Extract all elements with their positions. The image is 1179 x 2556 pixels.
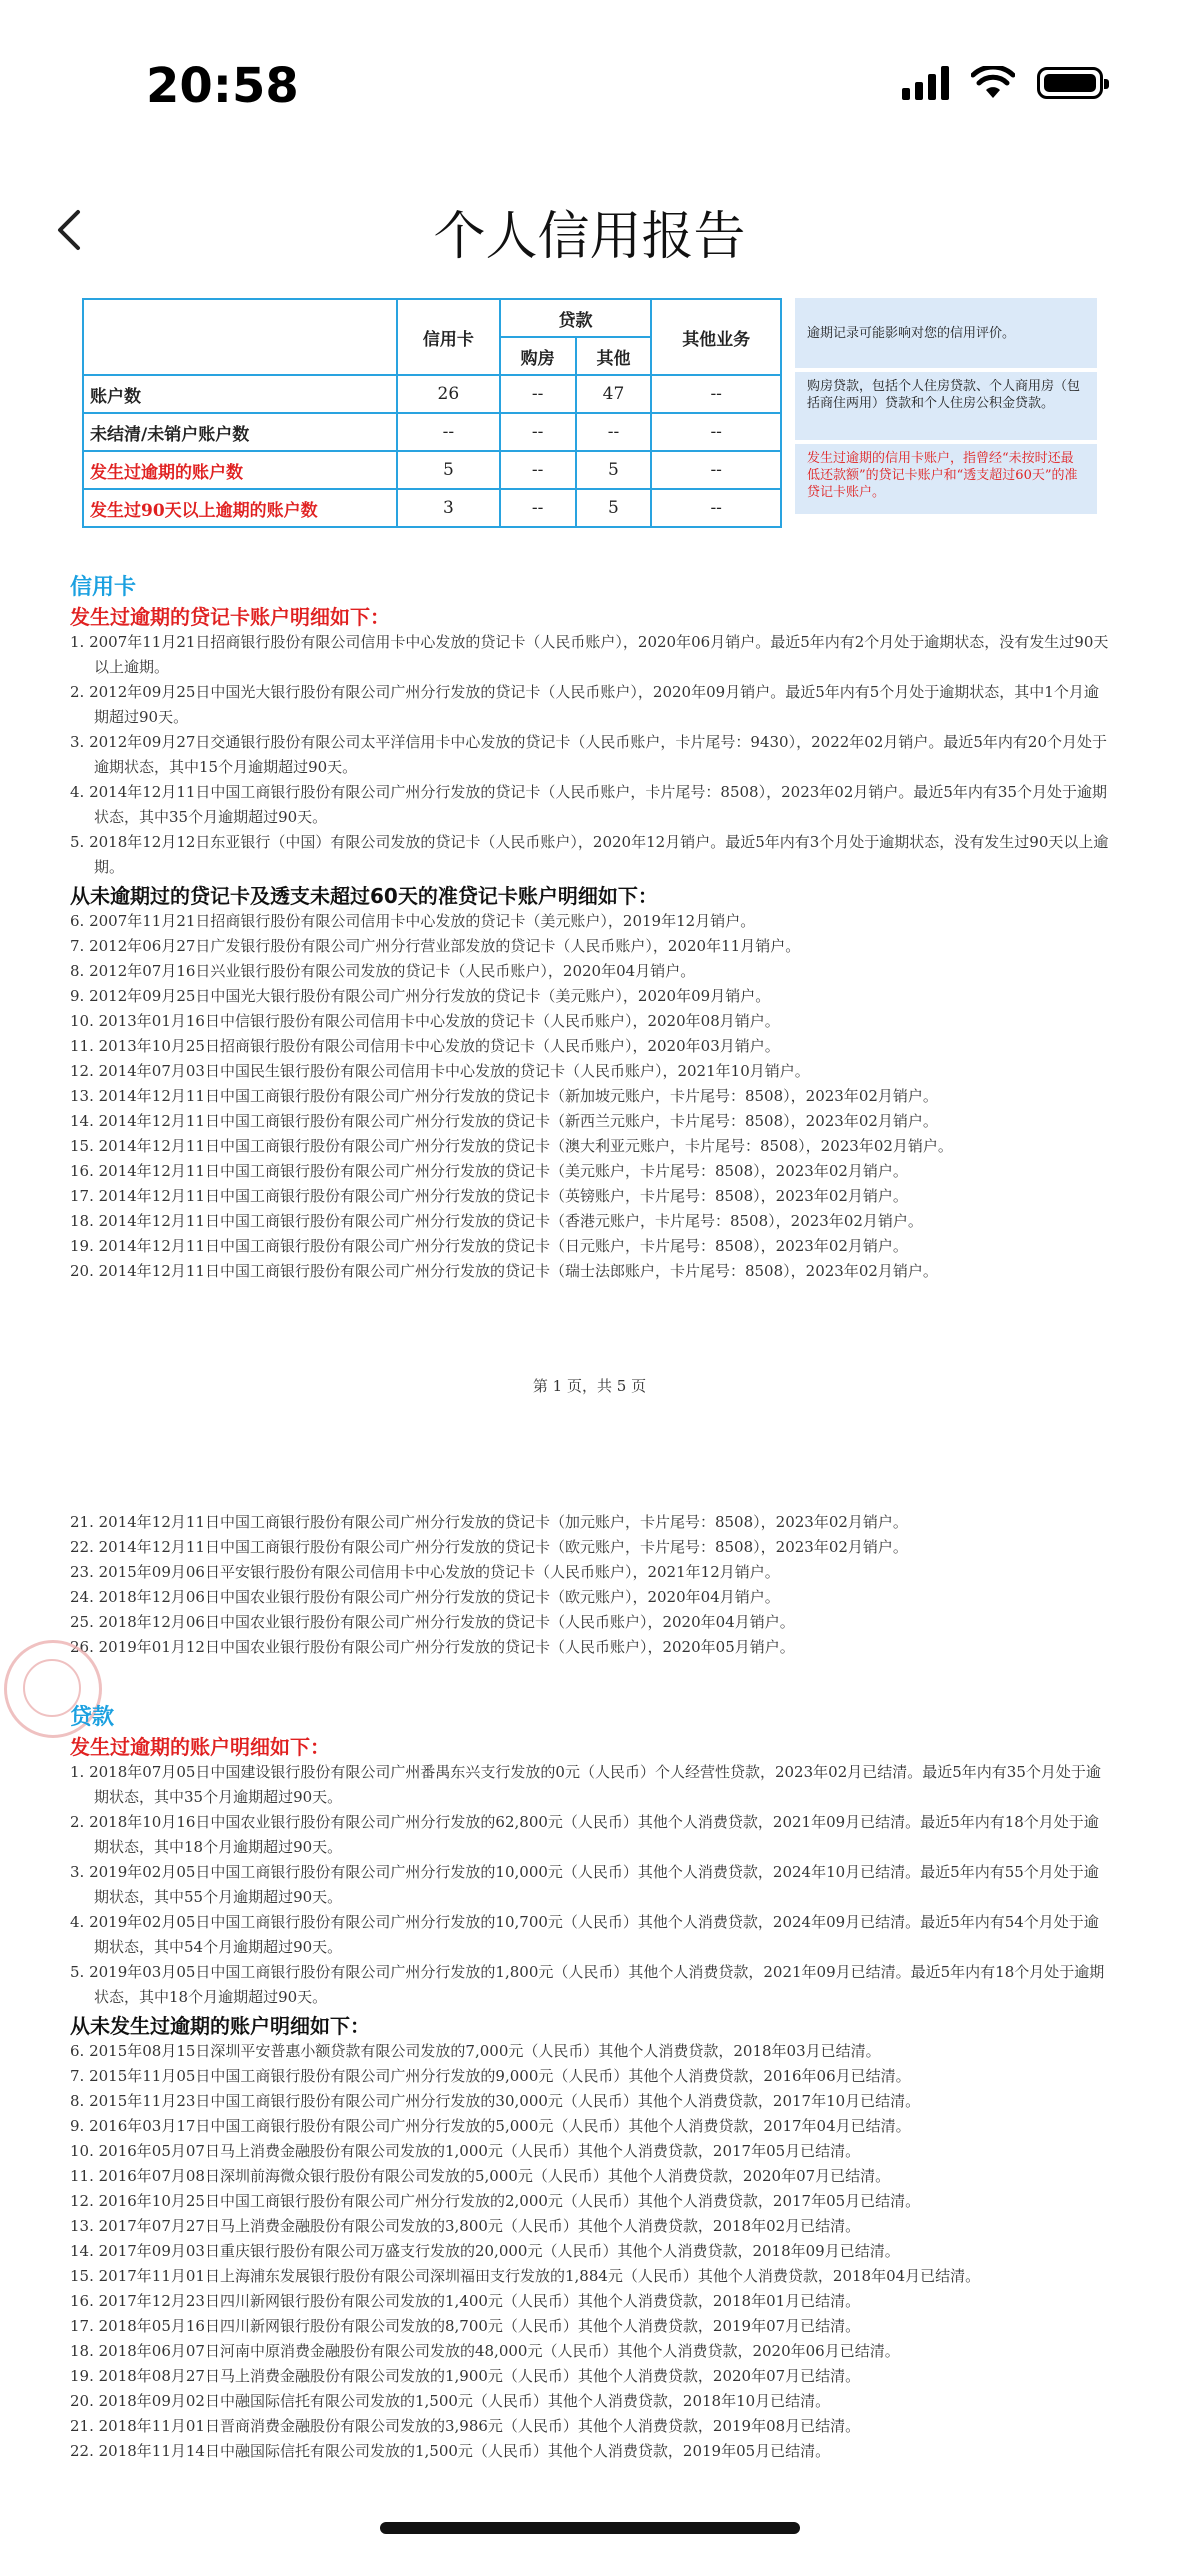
list-item: 8. 2012年07月16日兴业银行股份有限公司发放的贷记卡（人民币账户），2020年04月销户。 [70,962,696,980]
list-item: 18. 2014年12月11日中国工商银行股份有限公司广州分行发放的贷记卡（香港元账户，卡片尾号：8508），2023年02月销户。 [70,1212,923,1230]
note-overdue-definition: 发生过逾期的信用卡账户，指曾经“未按时还最低还款额”的贷记卡账户和“透支超过60天”的准贷记卡账户。 [795,444,1097,514]
table-row: 发生过逾期的账户数 5 -- 5 -- [83,451,781,489]
credit-card-section [70,570,1110,1284]
loan-normal-list [70,2039,1110,2464]
nav-bar [0,180,1179,280]
list-item: 18. 2018年06月07日河南中原消费金融股份有限公司发放的48,000元（人民币）其他个人消费贷款，2020年06月已结清。 [70,2342,900,2360]
list-item: 11. 2016年07月08日深圳前海微众银行股份有限公司发放的5,000元（人民币）其他个人消费贷款，2020年07月已结清。 [70,2167,891,2185]
list-item: 20. 2014年12月11日中国工商银行股份有限公司广州分行发放的贷记卡（瑞士法郎账户，卡片尾号：8508），2023年02月销户。 [70,1262,938,1280]
list-item: 6. 2015年08月15日深圳平安普惠小额贷款有限公司发放的7,000元（人民币）其他个人消费贷款，2018年03月已结清。 [70,2042,881,2060]
list-item: 7. 2015年11月05日中国工商银行股份有限公司广州分行发放的9,000元（人民币）其他个人消费贷款，2016年06月已结清。 [70,2067,911,2085]
report-document[interactable] [0,280,1179,2556]
header-other: 其他 [576,337,652,375]
list-item: 23. 2015年09月06日平安银行股份有限公司信用卡中心发放的贷记卡（人民币账户），2021年12月销户。 [70,1563,780,1581]
header-loan: 贷款 [500,299,652,337]
list-item: 19. 2014年12月11日中国工商银行股份有限公司广州分行发放的贷记卡（日元账户，卡片尾号：8508），2023年02月销户。 [70,1237,908,1255]
list-item: 26. 2019年01月12日中国农业银行股份有限公司广州分行发放的贷记卡（人民币账户），2020年05月销户。 [70,1638,795,1656]
note-overdue-impact: 逾期记录可能影响对您的信用评价。 [795,298,1097,368]
credit-overdue-list [70,630,1110,880]
list-item: 8. 2015年11月23日中国工商银行股份有限公司广州分行发放的30,000元（人民币）其他个人消费贷款，2017年10月已结清。 [70,2092,921,2110]
loan-overdue-heading: 发生过逾期的账户明细如下： [70,1735,330,1759]
credit-normal-heading: 从未逾期过的贷记卡及透支未超过60天的准贷记卡账户明细如下： [70,884,658,908]
list-item: 14. 2017年09月03日重庆银行股份有限公司万盛支行发放的20,000元（人民币）其他个人消费贷款，2018年09月已结清。 [70,2242,900,2260]
list-item: 7. 2012年06月27日广发银行股份有限公司广州分行营业部发放的贷记卡（人民币账户），2020年11月销户。 [70,937,801,955]
list-item: 11. 2013年10月25日招商银行股份有限公司信用卡中心发放的贷记卡（人民币账户），2020年03月销户。 [70,1037,780,1055]
list-item: 3. 2012年09月27日交通银行股份有限公司太平洋信用卡中心发放的贷记卡（人民币账户，卡片尾号：9430），2022年02月销户。最近5年内有20个月处于逾期状态，其中15个月逾期超过90天。 [70,733,1107,776]
list-item: 13. 2014年12月11日中国工商银行股份有限公司广州分行发放的贷记卡（新加坡元账户，卡片尾号：8508），2023年02月销户。 [70,1087,938,1105]
table-row: 账户数 26 -- 47 -- [83,375,781,413]
credit-normal-list [70,909,1110,1284]
header-house: 购房 [500,337,576,375]
list-item: 25. 2018年12月06日中国农业银行股份有限公司广州分行发放的贷记卡（人民币账户），2020年04月销户。 [70,1613,795,1631]
page-title: 个人信用报告 [433,207,746,267]
status-icons [902,66,1103,100]
list-item: 10. 2013年01月16日中信银行股份有限公司信用卡中心发放的贷记卡（人民币账户），2020年08月销户。 [70,1012,780,1030]
list-item: 15. 2014年12月11日中国工商银行股份有限公司广州分行发放的贷记卡（澳大利亚元账户，卡片尾号：8508），2023年02月销户。 [70,1137,953,1155]
status-bar [0,0,1179,175]
list-item: 10. 2016年05月07日马上消费金融股份有限公司发放的1,000元（人民币）其他个人消费贷款，2017年05月已结清。 [70,2142,861,2160]
list-item: 13. 2017年07月27日马上消费金融股份有限公司发放的3,800元（人民币）其他个人消费贷款，2018年02月已结清。 [70,2217,861,2235]
list-item: 24. 2018年12月06日中国农业银行股份有限公司广州分行发放的贷记卡（欧元账户），2020年04月销户。 [70,1588,780,1606]
list-item: 22. 2014年12月11日中国工商银行股份有限公司广州分行发放的贷记卡（欧元账户，卡片尾号：8508），2023年02月销户。 [70,1538,908,1556]
credit-overdue-heading: 发生过逾期的贷记卡账户明细如下： [70,605,390,629]
credit-card-section-continued [70,1510,1110,1660]
list-item: 5. 2018年12月12日东亚银行（中国）有限公司发放的贷记卡（人民币账户），2020年12月销户。最近5年内有3个月处于逾期状态，没有发生过90天以上逾期。 [70,833,1109,876]
list-item: 3. 2019年02月05日中国工商银行股份有限公司广州分行发放的10,000元（人民币）其他个人消费贷款，2024年10月已结清。最近5年内有55个月处于逾期状态，其中55个月逾期超过90天。 [70,1863,1099,1906]
list-item: 15. 2017年11月01日上海浦东发展银行股份有限公司深圳福田支行发放的1,884元（人民币）其他个人消费贷款，2018年04月已结清。 [70,2267,981,2285]
list-item: 5. 2019年03月05日中国工商银行股份有限公司广州分行发放的1,800元（人民币）其他个人消费贷款，2021年09月已结清。最近5年内有18个月处于逾期状态，其中18个月逾期超过90天。 [70,1963,1105,2006]
credit-normal-list-continued [70,1510,1110,1660]
summary-notes [795,298,1097,518]
list-item: 20. 2018年09月02日中融国际信托有限公司发放的1,500元（人民币）其他个人消费贷款，2018年10月已结清。 [70,2392,831,2410]
list-item: 4. 2019年02月05日中国工商银行股份有限公司广州分行发放的10,700元（人民币）其他个人消费贷款，2024年09月已结清。最近5年内有54个月处于逾期状态，其中54个月逾期超过90天。 [70,1913,1099,1956]
list-item: 19. 2018年08月27日马上消费金融股份有限公司发放的1,900元（人民币）其他个人消费贷款，2020年07月已结清。 [70,2367,861,2385]
list-item: 12. 2014年07月03日中国民生银行股份有限公司信用卡中心发放的贷记卡（人民币账户），2021年10月销户。 [70,1062,810,1080]
list-item: 22. 2018年11月14日中融国际信托有限公司发放的1,500元（人民币）其他个人消费贷款，2019年05月已结清。 [70,2442,831,2460]
table-row: 未结清/未销户账户数 -- -- -- -- [83,413,781,451]
list-item: 12. 2016年10月25日中国工商银行股份有限公司广州分行发放的2,000元（人民币）其他个人消费贷款，2017年05月已结清。 [70,2192,921,2210]
loan-normal-heading: 从未发生过逾期的账户明细如下： [70,2014,370,2038]
list-item: 16. 2014年12月11日中国工商银行股份有限公司广州分行发放的贷记卡（美元账户，卡片尾号：8508），2023年02月销户。 [70,1162,908,1180]
home-indicator[interactable] [380,2522,800,2534]
note-house-loan: 购房贷款，包括个人住房贷款、个人商用房（包括商住两用）贷款和个人住房公积金贷款。 [795,372,1097,440]
list-item: 4. 2014年12月11日中国工商银行股份有限公司广州分行发放的贷记卡（人民币账户，卡片尾号：8508），2023年02月销户。最近5年内有35个月处于逾期状态，其中35个月逾期超过90天。 [70,783,1107,826]
table-row: 发生过90天以上逾期的账户数 3 -- 5 -- [83,489,781,527]
list-item: 17. 2018年05月16日四川新网银行股份有限公司发放的8,700元（人民币）其他个人消费贷款，2019年07月已结清。 [70,2317,861,2335]
loan-title: 贷款 [70,1705,115,1730]
status-time: 20:58 [146,58,299,114]
loan-section [70,1700,1110,2464]
wifi-icon [971,66,1015,100]
list-item: 9. 2016年03月17日中国工商银行股份有限公司广州分行发放的5,000元（人民币）其他个人消费贷款，2017年04月已结清。 [70,2117,911,2135]
credit-card-title: 信用卡 [70,575,137,600]
list-item: 2. 2018年10月16日中国农业银行股份有限公司广州分行发放的62,800元（人民币）其他个人消费贷款，2021年09月已结清。最近5年内有18个月处于逾期状态，其中18个月逾期超过90天。 [70,1813,1099,1856]
list-item: 17. 2014年12月11日中国工商银行股份有限公司广州分行发放的贷记卡（英镑账户，卡片尾号：8508），2023年02月销户。 [70,1187,908,1205]
cellular-signal-icon [902,66,949,100]
list-item: 14. 2014年12月11日中国工商银行股份有限公司广州分行发放的贷记卡（新西兰元账户，卡片尾号：8508），2023年02月销户。 [70,1112,938,1130]
list-item: 9. 2012年09月25日中国光大银行股份有限公司广州分行发放的贷记卡（美元账户），2020年09月销户。 [70,987,771,1005]
header-credit-card: 信用卡 [397,299,500,375]
loan-overdue-list [70,1760,1110,2010]
list-item: 16. 2017年12月23日四川新网银行股份有限公司发放的1,400元（人民币）其他个人消费贷款，2018年01月已结清。 [70,2292,861,2310]
battery-icon [1037,67,1103,99]
list-item: 1. 2018年07月05日中国建设银行股份有限公司广州番禺东兴支行发放的0元（人民币）个人经营性贷款，2023年02月已结清。最近5年内有35个月处于逾期状态，其中35个月逾期超过90天。 [70,1763,1101,1806]
list-item: 21. 2014年12月11日中国工商银行股份有限公司广州分行发放的贷记卡（加元账户，卡片尾号：8508），2023年02月销户。 [70,1513,908,1531]
header-other-business: 其他业务 [651,299,781,375]
list-item: 1. 2007年11月21日招商银行股份有限公司信用卡中心发放的贷记卡（人民币账户），2020年06月销户。最近5年内有2个月处于逾期状态，没有发生过90天以上逾期。 [70,633,1109,676]
list-item: 21. 2018年11月01日晋商消费金融股份有限公司发放的3,986元（人民币）其他个人消费贷款，2019年08月已结清。 [70,2417,861,2435]
summary-table [82,298,782,528]
list-item: 6. 2007年11月21日招商银行股份有限公司信用卡中心发放的贷记卡（美元账户），2019年12月销户。 [70,912,756,930]
list-item: 2. 2012年09月25日中国光大银行股份有限公司广州分行发放的贷记卡（人民币账户），2020年09月销户。最近5年内有5个月处于逾期状态，其中1个月逾期超过90天。 [70,683,1099,726]
page-number: 第 1 页，共 5 页 [532,1377,647,1395]
